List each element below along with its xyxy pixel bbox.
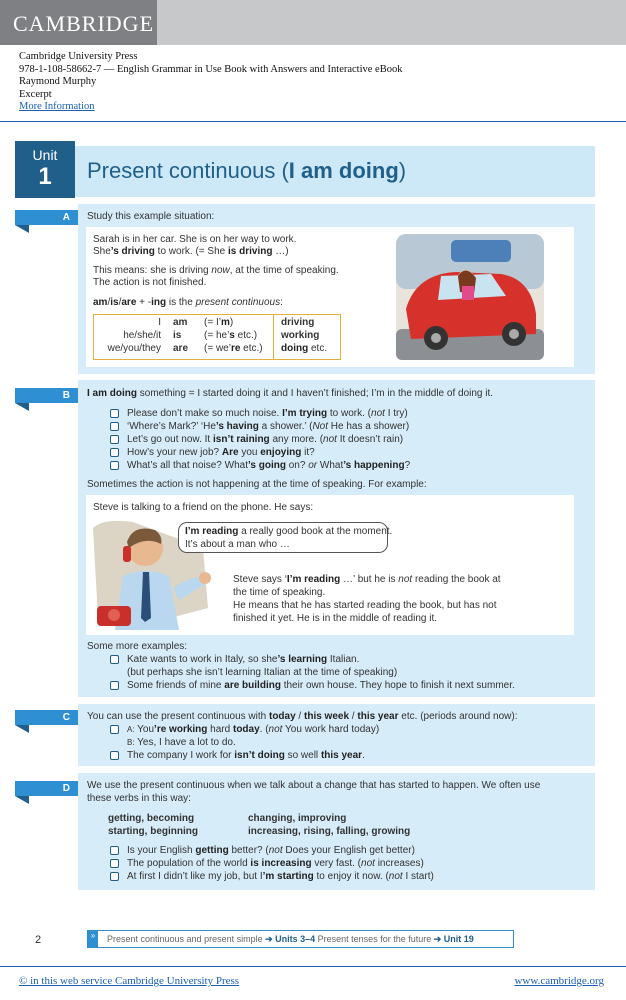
checkbox-icon [110,422,119,431]
footer-rule [0,966,626,967]
b-more: Some more examples: [87,641,188,652]
d-verbs-2: starting, beginning [108,826,198,837]
b-sometimes: Sometimes the action is not happening at the time of speaking. For example: [87,479,427,490]
section-d-tab: D [15,781,78,796]
d-example-2: The population of the world is increasing very fast. (not increases) [127,858,424,869]
b-steve-1: Steve says ‘I’m reading …’ but he is not reading the book at [233,574,501,585]
website-link[interactable]: www.cambridge.org [514,975,604,987]
excerpt-label: Excerpt [19,88,52,100]
d-example-3: At first I didn’t like my job, but I’m starting to enjoy it now. (not I start) [127,871,434,882]
b-steve-4: finished it yet. He is in the middle of reading it. [233,613,437,624]
title-post: ) [398,158,407,183]
d-example-1: Is your English getting better? (not Does your English get better) [127,845,415,856]
checkbox-icon [110,448,119,457]
verb-1: am [173,317,188,328]
checkbox-icon [110,725,119,734]
verb-2: is [173,330,182,341]
book-metadata [19,51,402,114]
b-more-2: (but perhaps she isn’t learning Italian at the time of speaking) [127,667,398,678]
cambridge-logo: CAMBRIDGE [13,11,155,36]
section-b-tab: B [15,388,78,403]
checkbox-icon [110,461,119,470]
section-c-tab: C [15,710,78,725]
b-item-4: How’s your new job? Are you enjoying it? [127,447,315,458]
isbn-line: 978-1-108-58662-7 — English Grammar in Use Book with Answers and Interactive eBook [19,63,403,75]
b-item-1: Please don’t make so much noise. I’m trying to work. (not I try) [127,408,408,419]
a-line5: am/is/are + -ing is the present continuous: [93,297,283,308]
bubble-line1: I’m reading a really good book at the moment. [185,526,393,537]
a-line3: This means: she is driving now, at the time of speaking. [93,265,339,276]
eq-3: (= we’re etc.) [204,343,263,354]
b-heading: I am doing something = I started doing it and I haven’t finished; I’m in the middle of doing it. [87,388,494,399]
title-bold: I am doing [288,158,399,183]
checkbox-icon [110,859,119,868]
b-item-2: ‘Where’s Mark?’ ‘He’s having a shower.’ (Not He has a shower) [127,421,410,432]
unit-word: Unit [32,147,58,163]
header-rule [0,121,626,122]
c-line2: The company I work for isn’t doing so well this year. [127,750,365,761]
d-verbs-1: getting, becoming [108,813,195,824]
subject-2: he/she/it [123,330,161,341]
cross-reference: Present continuous and present simple ➔ Units 3–4 Present tenses for the future ➔ Unit 19 [107,934,474,944]
author: Raymond Murphy [19,76,97,87]
b-more-3: Some friends of mine are building their own house. They hope to finish it next summer. [127,680,515,691]
section-a-tab: A [15,210,78,225]
ing-2: working [281,330,320,341]
eq-1: (= I’m) [204,317,234,328]
b-steve-intro: Steve is talking to a friend on the phone. He says: [93,502,314,513]
d-line1: We use the present continuous when we talk about a change that has started to happen. We often use [87,780,541,791]
eq-2: (= he’s etc.) [204,330,258,341]
checkbox-icon [110,409,119,418]
a-line1: Sarah is in her car. She is on her way to work. [93,234,297,245]
a-intro: Study this example situation: [87,211,215,222]
ing-1: driving [281,317,315,328]
copyright-link[interactable]: © in this web service Cambridge University Press [19,975,240,987]
checkbox-icon [110,846,119,855]
page-number: 2 [35,934,42,946]
b-more-1: Kate wants to work in Italy, so she’s learning Italian. [127,654,360,665]
b-item-5: What’s all that noise? What’s going on? or What’s happening? [127,460,411,471]
checkbox-icon [110,681,119,690]
checkbox-icon [110,655,119,664]
b-steve-3: He means that he has started reading the book, but has not [233,600,497,611]
d-line2: these verbs in this way: [87,793,191,804]
c-line-b: B: Yes, I have a lot to do. [127,737,236,748]
checkbox-icon [110,751,119,760]
unit-badge [15,141,75,198]
table-divider [273,315,274,359]
bubble-line2: It’s about a man who … [185,539,290,550]
c-line-a: A: You’re working hard today. (not You work hard today) [127,724,380,735]
a-line2: She’s driving to work. (= She is driving …) [93,246,289,257]
subject-1: I [158,317,161,328]
d-verbs-4: increasing, rising, falling, growing [248,826,411,837]
double-chevron-icon: » [88,931,98,947]
c-line1: You can use the present continuous with today / this week / this year etc. (periods around now): [87,711,518,722]
car-illustration [396,234,544,360]
b-steve-2: the time of speaking. [233,587,326,598]
more-information-link[interactable]: More Information [19,101,95,112]
publisher: Cambridge University Press [19,51,138,62]
ing-3: doing etc. [281,343,328,354]
d-verbs-3: changing, improving [248,813,347,824]
verb-3: are [173,343,189,354]
unit-number: 1 [38,163,52,190]
unit-title [87,158,406,184]
checkbox-icon [110,872,119,881]
subject-3: we/you/they [107,343,161,354]
checkbox-icon [110,435,119,444]
a-line4: The action is not finished. [93,277,207,288]
b-item-3: Let’s go out now. It isn’t raining any more. (not It doesn’t rain) [127,434,404,445]
title-pre: Present continuous ( [87,158,289,183]
